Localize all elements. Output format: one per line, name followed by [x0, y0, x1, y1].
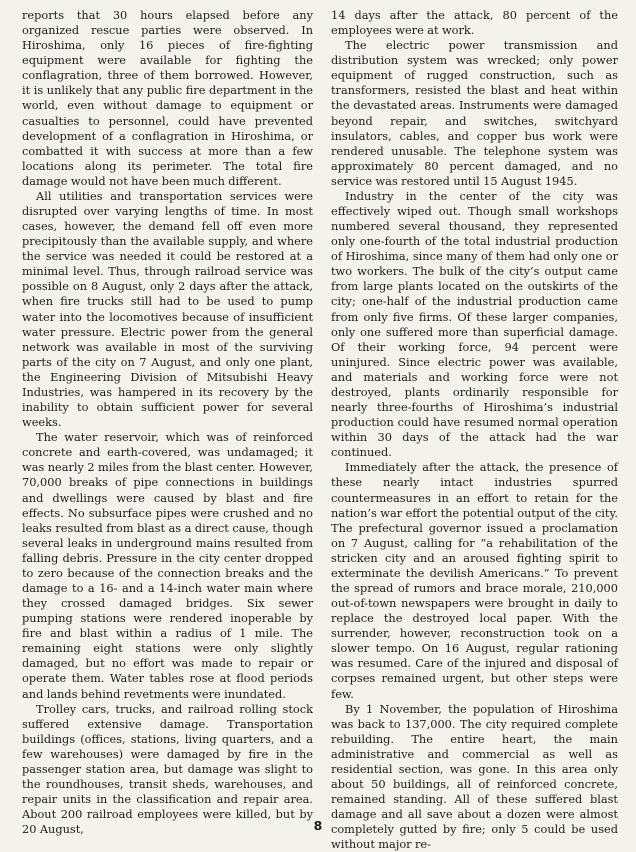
paragraph-employees-continued: 14 days after the attack, 80 percent of the employees were at work. — [331, 8, 618, 38]
paragraph-countermeasures: Immediately after the attack, the presence of these nearly intact industries spurred countermeasures in an effort to retain for the nation’s war effort the potential output of the city. The prefectural governor issued a proclamation on 7 August, calling for “a rehabilitation of the stricken city and an aroused fighting spirit to exterminate the devilish Americans.” To prevent the spread of rumors and brace morale, 210,000 out-of-town newspapers were brought in daily to replace the destroyed local paper. With the surrender, however, reconstruction took on a slower tempo. On 16 August, regular rationing was resumed. Care of the injured and disposal of corpses remained urgent, but other steps were few. — [331, 460, 618, 701]
paragraph-electric-power: The electric power transmission and distribution system was wrecked; only power equipment of rugged construction, such as transformers, resisted the blast and heat within the devastated areas. Instruments were damaged beyond repair, and switches, switchyard insulators, cables, and copper bus work were rendered unusable. The telephone system was approximately 80 percent damaged, and no service was restored until 15 August 1945. — [331, 38, 618, 188]
paragraph-utilities: All utilities and transportation services were disrupted over varying lengths of time. In most cases, however, the demand fell off even more precipitously than the available supply, and where the service was needed it could be restored at a minimal level. Thus, through railroad service was possible on 8 August, only 2 days after the attack, when fire trucks still had to be used to pump water into the locomotives because of insufficient water pressure. Electric power from the general network was available in most of the surviving parts of the city on 7 August, and only one plant, the Engineering Division of Mitsubishi Heavy Industries, was hampered in its recovery by the inability to obtain sufficient power for several weeks. — [22, 188, 313, 430]
page-number: 8 — [313, 818, 323, 833]
paragraph-water-reservoir: The water reservoir, which was of reinforced concrete and earth-covered, was undamaged; it was nearly 2 miles from the blast center. However, 70,000 breaks of pipe connections in buildings and dwellings were caused by blast and fire effects. No subsurface pipes were crushed and no leaks resulted from blast as a direct cause, though several leaks in underground mains resulted from falling debris. Pressure in the city center dropped to zero because of the connection breaks and the damage to a 16- and a 14-inch water main where they crossed damaged bridges. Six sewer pumping stations were rendered inoperable by fire and blast within a radius of 1 mile. The remaining eight stations were only slightly damaged, but no effort was made to repair or operate them. Water tables rose at flood periods and lands behind revetments were inundated. — [22, 430, 313, 701]
paragraph-trolley-cars: Trolley cars, trucks, and railroad rolling stock suffered extensive damage. Transportation buildings (offices, stations, living quarters, and a few warehouses) were damaged by fire in the passenger station area, but damage was slight to the roundhouses, transit sheds, warehouses, and repair units in the classification and repair area. About 200 railroad employees were killed, but by 20 August, — [22, 701, 313, 837]
left-text-column — [22, 8, 313, 837]
paragraph-population: By 1 November, the population of Hiroshima was back to 137,000. The city required complete rebuilding. The entire heart, the main administrative and commercial as well as residential section, was gone. In this area only about 50 buildings, all of reinforced concrete, remained standing. All of these suffered blast damage and all save about a dozen were almost completely gutted by fire; only 5 could be used without major re- — [331, 701, 618, 852]
paragraph-industry: Industry in the center of the city was effectively wiped out. Though small workshops numbered several thousand, they represented only one-fourth of the total industrial production of Hiroshima, since many of them had only one or two workers. The bulk of the city’s output came from large plants located on the outskirts of the city; one-half of the industrial production came from only five firms. Of these larger companies, only one suffered more than superficial damage. Of their working force, 94 percent were uninjured. Since electric power was available, and materials and working force were not destroyed, plants ordinarily responsible for nearly three-fourths of Hiroshima’s industrial production could have resumed normal operation within 30 days of the attack had the war continued. — [331, 188, 618, 460]
paragraph-fire-fighting: reports that 30 hours elapsed before any organized rescue parties were observed. In Hiroshima, only 16 pieces of fire-fighting equipment were available for fighting the conflagration, three of them borrowed. However, it is unlikely that any public fire department in the world, even without damage to equipment or casualties to personnel, could have prevented development of a conflagration in Hiroshima, or combatted it with success at more than a few locations along its perimeter. The total fire damage would not have been much different. — [22, 8, 313, 188]
right-text-column — [331, 8, 618, 852]
